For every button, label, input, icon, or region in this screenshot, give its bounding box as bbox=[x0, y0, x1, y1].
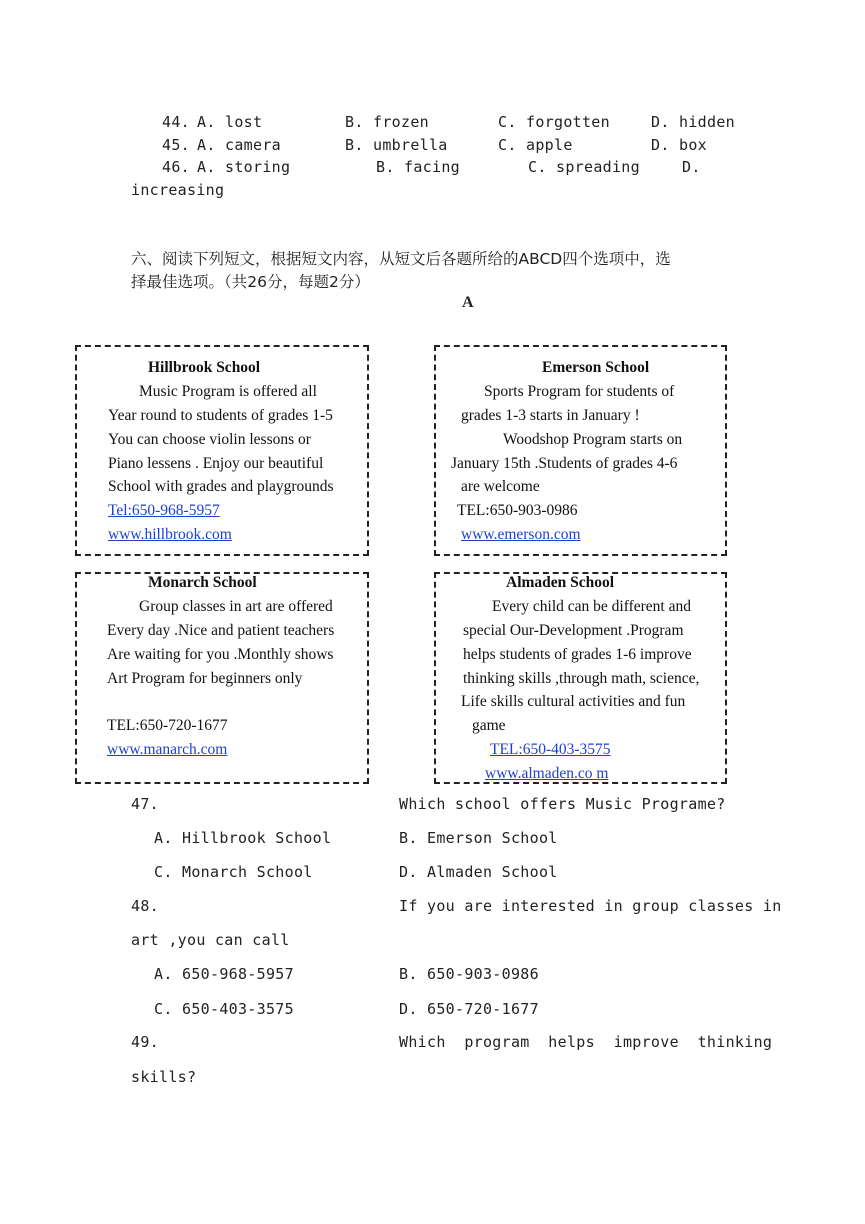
hillbrook-line: Piano lessens . Enjoy our beautiful bbox=[108, 455, 324, 472]
emerson-website-link[interactable]: www.emerson.com bbox=[461, 526, 581, 543]
hillbrook-line: School with grades and playgrounds bbox=[108, 478, 334, 495]
monarch-line: Are waiting for you .Monthly shows bbox=[107, 646, 334, 663]
q46-option-d: D. bbox=[682, 158, 701, 176]
almaden-website-link[interactable]: www.almaden.co m bbox=[485, 765, 609, 782]
almaden-line: Every child can be different and bbox=[492, 598, 691, 615]
hillbrook-title: Hillbrook School bbox=[148, 359, 261, 376]
hillbrook-line: Year round to students of grades 1-5 bbox=[108, 407, 333, 424]
hillbrook-line: You can choose violin lessons or bbox=[108, 431, 311, 448]
q45-option-a: A. camera bbox=[197, 136, 281, 154]
section-instruction-line2: 择最佳选项。（共26分，每题2分） bbox=[131, 273, 370, 291]
emerson-line: grades 1-3 starts in January ! bbox=[461, 407, 640, 424]
q47-text: Which school offers Music Programe? bbox=[399, 795, 726, 813]
almaden-tel-link[interactable]: TEL:650-403-3575 bbox=[490, 741, 611, 758]
q44-option-d: D. hidden bbox=[651, 113, 735, 131]
q47-option-a: A. Hillbrook School bbox=[154, 829, 332, 847]
emerson-line: January 15th .Students of grades 4-6 bbox=[451, 455, 678, 472]
emerson-line: are welcome bbox=[461, 478, 540, 495]
almaden-title: Almaden School bbox=[506, 574, 615, 591]
q48-option-c: C. 650-403-3575 bbox=[154, 1000, 294, 1018]
emerson-tel: TEL:650-903-0986 bbox=[457, 502, 578, 519]
q45-number: 45. bbox=[162, 136, 190, 154]
q46-option-d-continued: increasing bbox=[131, 181, 225, 199]
q46-option-c: C. spreading bbox=[528, 158, 640, 176]
q45-option-b: B. umbrella bbox=[345, 136, 448, 154]
emerson-line: Sports Program for students of bbox=[484, 383, 675, 400]
almaden-line: game bbox=[472, 717, 506, 734]
q44-option-a: A. lost bbox=[197, 113, 263, 131]
almaden-line: Life skills cultural activities and fun bbox=[461, 693, 686, 710]
q46-number: 46. bbox=[162, 158, 190, 176]
q44-number: 44. bbox=[162, 113, 190, 131]
q48-option-d: D. 650-720-1677 bbox=[399, 1000, 539, 1018]
q49-number: 49. bbox=[131, 1033, 159, 1051]
q48-option-a: A. 650-968-5957 bbox=[154, 965, 294, 983]
q45-option-c: C. apple bbox=[498, 136, 573, 154]
q49-text-continued: skills? bbox=[131, 1068, 197, 1086]
almaden-line: thinking skills ,through math, science, bbox=[463, 670, 700, 687]
emerson-line: Woodshop Program starts on bbox=[503, 431, 683, 448]
almaden-line: helps students of grades 1-6 improve bbox=[463, 646, 692, 663]
monarch-line: Art Program for beginners only bbox=[107, 670, 303, 687]
q48-number: 48. bbox=[131, 897, 159, 915]
q48-option-b: B. 650-903-0986 bbox=[399, 965, 539, 983]
q48-text: If you are interested in group classes in bbox=[399, 897, 782, 915]
q47-option-b: B. Emerson School bbox=[399, 829, 558, 847]
q46-option-a: A. storing bbox=[197, 158, 291, 176]
q44-option-b: B. frozen bbox=[345, 113, 429, 131]
monarch-line: Every day .Nice and patient teachers bbox=[107, 622, 335, 639]
q48-text-continued: art ,you can call bbox=[131, 931, 290, 949]
q46-option-b: B. facing bbox=[376, 158, 460, 176]
section-instruction-line1: 六、阅读下列短文，根据短文内容，从短文后各题所给的ABCD四个选项中，选 bbox=[131, 250, 671, 268]
q49-text: Which program helps improve thinking bbox=[399, 1033, 773, 1051]
hillbrook-ad bbox=[75, 345, 369, 556]
monarch-title: Monarch School bbox=[148, 574, 257, 591]
almaden-ad bbox=[434, 572, 727, 784]
q47-number: 47. bbox=[131, 795, 159, 813]
almaden-line: special Our-Development .Program bbox=[463, 622, 684, 639]
hillbrook-tel-link[interactable]: Tel:650-968-5957 bbox=[108, 502, 220, 519]
hillbrook-website-link[interactable]: www.hillbrook.com bbox=[108, 526, 232, 543]
passage-label: A bbox=[462, 294, 474, 311]
monarch-website-link[interactable]: www.manarch.com bbox=[107, 741, 228, 758]
monarch-tel: TEL:650-720-1677 bbox=[107, 717, 228, 734]
monarch-line: Group classes in art are offered bbox=[139, 598, 333, 615]
q45-option-d: D. box bbox=[651, 136, 707, 154]
hillbrook-line: Music Program is offered all bbox=[139, 383, 317, 400]
emerson-ad bbox=[434, 345, 727, 556]
q44-option-c: C. forgotten bbox=[498, 113, 610, 131]
q47-option-d: D. Almaden School bbox=[399, 863, 558, 881]
emerson-title: Emerson School bbox=[542, 359, 650, 376]
monarch-ad bbox=[75, 572, 369, 784]
q47-option-c: C. Monarch School bbox=[154, 863, 313, 881]
